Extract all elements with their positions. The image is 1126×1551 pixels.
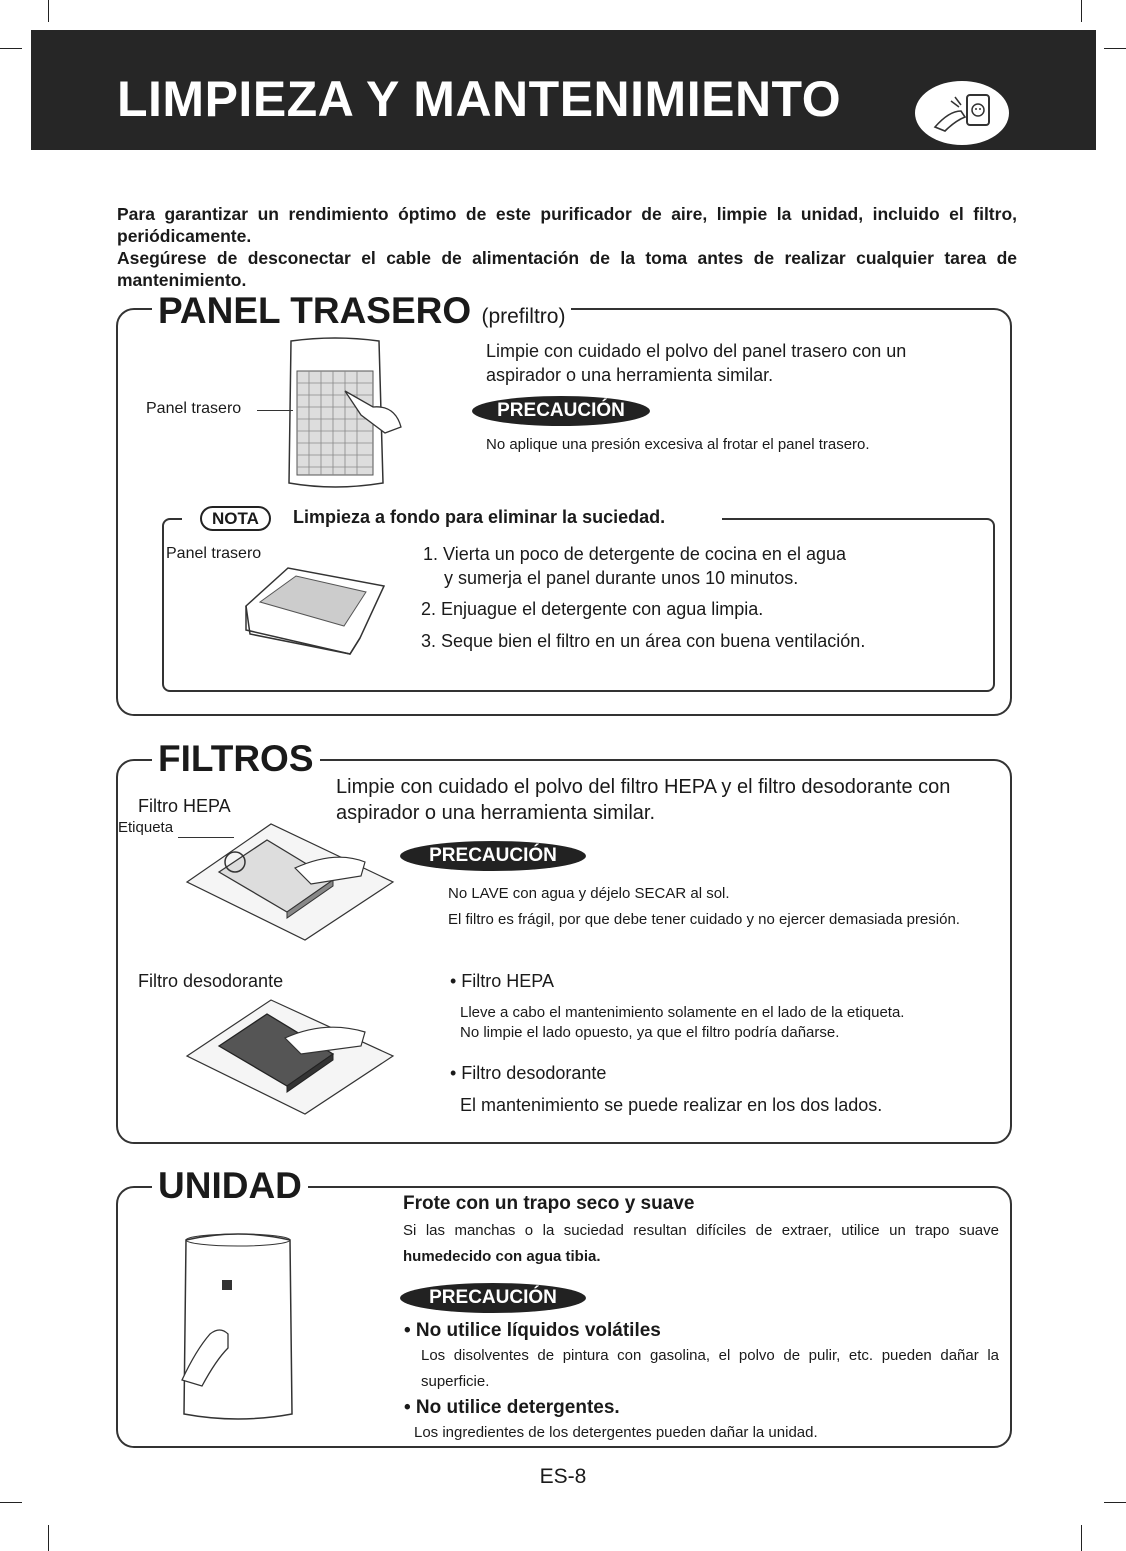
nota-step-3: 3. Seque bien el filtro en un área con buena ventilación. [421,631,866,651]
nota-step-1b: y sumerja el panel durante unos 10 minutos. [444,568,799,588]
deo-heading: • Filtro desodorante [450,1063,607,1083]
etiqueta-label: Etiqueta [118,819,174,836]
panel-subtitle: (prefiltro) [481,305,566,328]
unidad-item-2-heading: • No utilice detergentes. [404,1397,620,1418]
nota-panel-label: Panel trasero [166,545,262,562]
panel-label: Panel trasero [146,400,242,417]
purifier-front-illustration [176,1230,300,1424]
crop-mark [0,48,22,49]
deo-text: El mantenimiento se puede realizar en los dos lados. [460,1095,883,1115]
nota-step-2: 2. Enjuague el detergente con agua limpia. [421,599,764,619]
nota-step-1a: 1. Vierta un poco de detergente de cocina en el agua [423,544,846,564]
deo-label: Filtro desodorante [138,971,284,991]
crop-mark [1104,48,1126,49]
hepa-text-2: No limpie el lado opuesto, ya que el filtro podría dañarse. [460,1024,840,1041]
hepa-label: Filtro HEPA [138,796,231,816]
crop-mark [48,1525,49,1551]
crop-mark [48,0,49,22]
panel-caution-text: No aplique una presión excesiva al frotar el panel trasero. [486,436,870,453]
crop-mark [1081,0,1082,22]
page-title: LIMPIEZA Y MANTENIMIENTO [117,71,842,127]
deo-filter-illustration [185,998,395,1118]
filtros-title: FILTROS [152,740,320,777]
filtros-caution-2: El filtro es frágil, por que debe tener cuidado y no ejercer demasiada presión. [448,911,960,928]
panel-instruction: Limpie con cuidado el polvo del panel trasero con un aspirador o una herramienta similar. [486,341,907,385]
unidad-title: UNIDAD [152,1167,308,1204]
leader-line [178,837,234,838]
nota-badge: NOTA [200,506,271,531]
caution-badge: PRECAUCIÓN [472,396,650,426]
unidad-heading: Frote con un trapo seco y suave [403,1193,695,1214]
intro-text-1: Para garantizar un rendimiento óptimo de este purificador de aire, limpie la unidad, incluido el filtro, periódicamente. [117,204,1017,246]
caution-badge: PRECAUCIÓN [400,841,586,871]
crop-mark [1081,1525,1082,1551]
crop-mark [1104,1502,1126,1503]
unidad-text-bold: humedecido con agua tibia. [403,1248,601,1265]
tray-illustration [240,562,388,672]
unidad-text: Si las manchas o la suciedad resultan difíciles de extraer, utilice un trapo suave humedecido con agua tibia. [403,1222,999,1265]
hepa-text-1: Lleve a cabo el mantenimiento solamente en el lado de la etiqueta. [460,1004,905,1021]
nota-title: Limpieza a fondo para eliminar la suciedad. [293,507,666,527]
unplug-icon [915,81,1009,145]
crop-mark [0,1502,22,1503]
unidad-item-2-text: Los ingredientes de los detergentes pueden dañar la unidad. [414,1424,818,1441]
filtros-intro: Limpie con cuidado el polvo del filtro HEPA y el filtro desodorante con aspirador o una herramienta similar. [336,776,951,824]
hepa-heading: • Filtro HEPA [450,971,554,991]
intro-text-2: Asegúrese de desconectar el cable de alimentación de la toma antes de realizar cualquier tarea de mantenimiento. [117,248,1017,290]
unidad-item-1-text: Los disolventes de pintura con gasolina, el polvo de pulir, etc. pueden dañar la superficie. [421,1347,999,1390]
filtros-caution-1: No LAVE con agua y déjelo SECAR al sol. [448,885,730,902]
page-number: ES-8 [539,1465,587,1488]
leader-line [257,410,293,411]
panel-title: PANEL TRASERO (prefiltro) [152,292,571,329]
hepa-filter-illustration [185,822,395,942]
purifier-back-illustration [285,335,385,495]
caution-badge: PRECAUCIÓN [400,1283,586,1313]
unidad-item-1-heading: • No utilice líquidos volátiles [404,1320,661,1341]
